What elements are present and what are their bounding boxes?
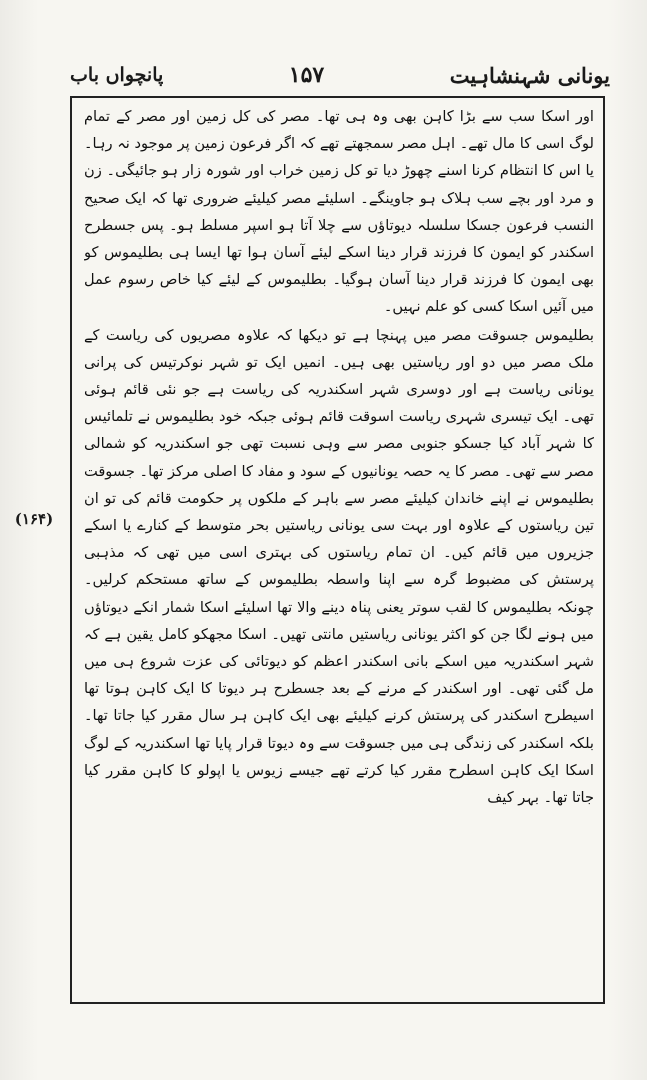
paragraph: بطلیموس جسوقت مصر میں پہنچا ہے تو دیکھا کہ علاوہ مصریوں کی ریاست کے ملک مصر میں دو اور ریاستیں بھی ہیں۔ انمیں ایک تو شہر نوکرتیس کی پرانی یونانی ریاست ہے اور دوسری شہر اسکندریہ کی ریاست ہے جو نئی قائم ہوئی تھی۔ ایک تیسری شہری ریاست اسوقت قائم ہوئی جبکہ خود بطلیموس نے تلمائیس کا شہر آباد کیا جسکو جنوبی مصر سے وہی نسبت تھی جو اسکندریہ کو شمالی مصر سے تھی۔ مصر کا یہ حصہ یونانیوں کے سود و مفاد کا اصلی مرکز تھا۔ جسوقت بطلیموس نے اپنے خاندان کیلیئے مصر سے باہر کے ملکوں پر حکومت قائم کی تو ان تین ریاستوں کے علاوہ اور بہت سی یونانی ریاستیں بحر متوسط کے کنارے یا اسکے جزیروں میں قائم کیں۔ ان تمام ریاستوں کی بہتری اسی میں تھی کہ مذہبی پرستش کی مضبوط گرہ سے اپنا واسطہ بطلیموس کے ساتھ مستحکم کرلیں۔ چونکہ بطلیموس کا لقب سوتر یعنی پناہ دینے والا تھا اسلیئے اسکا شمار انکے دیوتاؤں میں ہونے لگا جن کو اکثر یونانی ریاستیں مانتی تھیں۔ اسکا مجھکو کامل یقین ہے کہ شہر اسکندریہ میں اسکے بانی اسکندر اعظم کو دیوتائی کی عزت شروع ہی میں مل گئی تھی۔ اور اسکندر کے مرنے کے بعد جسطرح ہر دیوتا کا ایک کاہن ہوتا تھا اسیطرح اسکندر کی پرستش کرنے کیلیئے بھی ایک کاہن ہر سال مقرر کیا جاتا تھا۔ بلکہ اسکندر کی زندگی ہی میں جسوقت سے وہ دیوتا قرار پایا تھا اسکندریہ کے لوگ اسکا ایک کاہن اسطرح مقرر کیا کرتے تھے جیسے زیوس یا اپولو کا کاہن مقرر کیا جاتا تھا۔ بہر کیف bbox=[84, 326, 594, 807]
running-header bbox=[70, 58, 610, 92]
paragraph: اور اسکا سب سے بڑا کاہن بھی وہ ہی تھا۔ مصر کی کل زمین اور مصر کے تمام لوگ اسی کا مال تھے۔ اہل مصر سمجھتے تھے کہ اگر فرعون زمین پر موجود نہ رہا۔ یا اس کا انتظام کرنا اسنے چھوڑ دیا تو کل زمین خراب اور شورہ زار ہو جائیگی۔ زن و مرد اور بچے سب ہلاک ہو جاوینگے۔ اسلیئے مصر کیلیئے ضروری تھا کہ ایک صحیح النسب فرعون جسکا سلسلہ دیوتاؤں سے چلا آتا ہو اسپر مسلط ہو۔ پس جسطرح اسکندر کو ایمون کا فرزند قرار دینا اسکے لیئے آسان ہوا تھا ایسا ہی بطلیموس کو بھی ایمون کا فرزند قرار دینا آسان ہوگیا۔ بطلیموس کے لیئے کیا خاص رسوم عمل میں آئیں اسکا کسی کو علم نہیں۔ bbox=[84, 108, 594, 316]
book-title: یونانی شہنشاہیت bbox=[449, 62, 610, 88]
chapter-title: پانچواں باب bbox=[70, 64, 164, 86]
body-text bbox=[84, 103, 594, 996]
page-number: ۱۵۷ bbox=[288, 62, 325, 88]
margin-page-reference: (۱۶۴) bbox=[14, 510, 54, 528]
